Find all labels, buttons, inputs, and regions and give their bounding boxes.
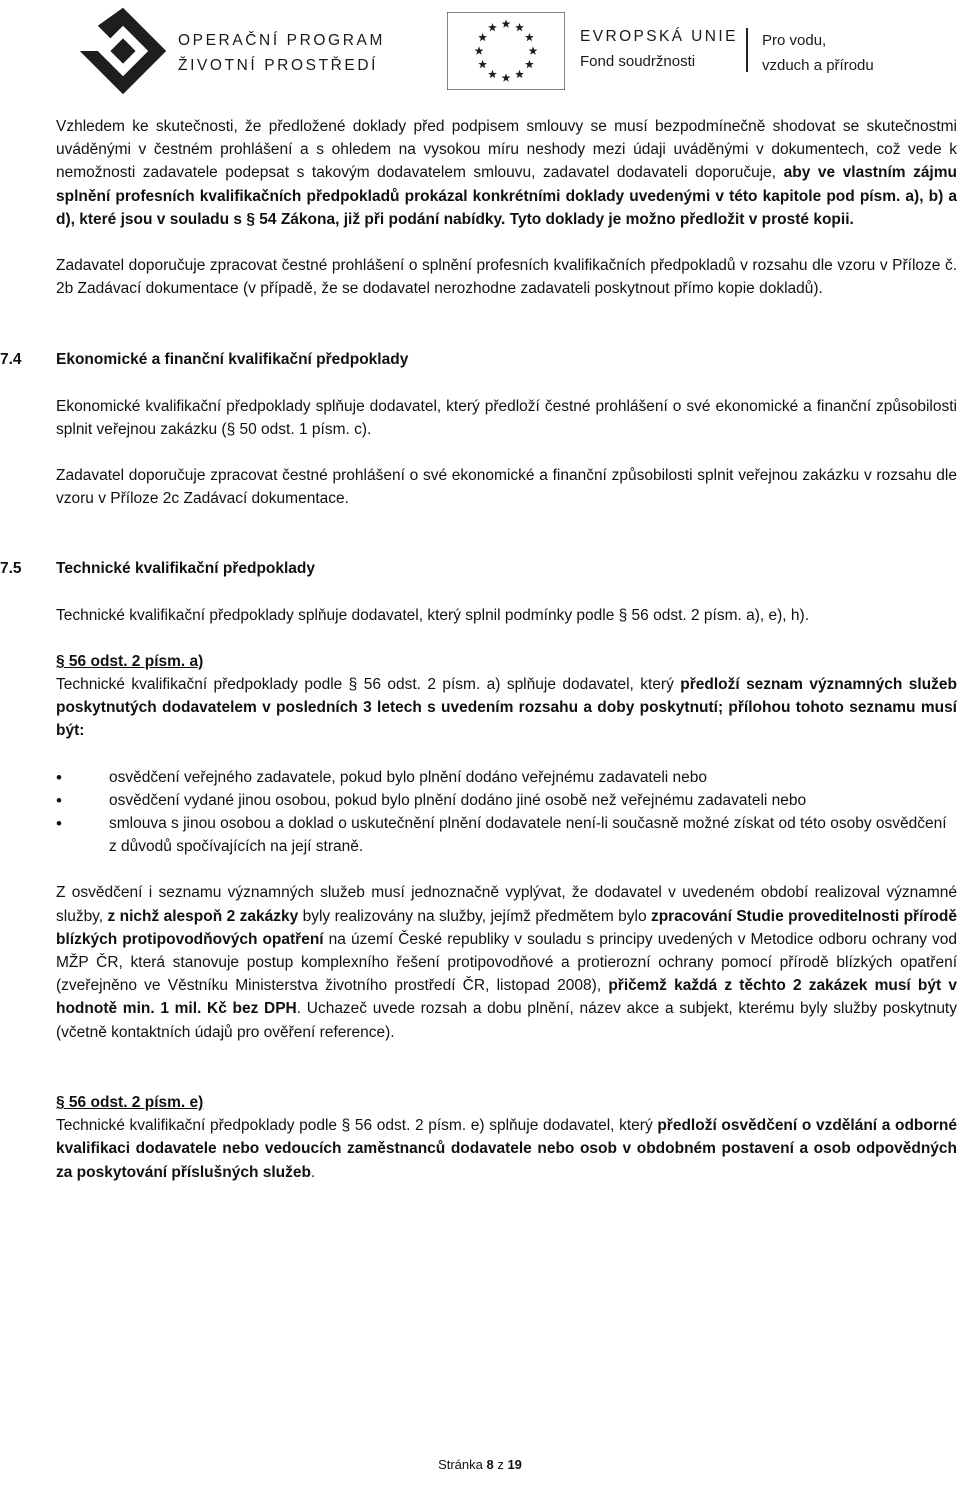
paragraph-economic-requirements: Ekonomické kvalifikační předpoklady splňuje dodavatel, který předloží čestné prohlášení o své ekonomické a finanční způsobilosti splnit veřejnou zakázku (§ 50 odst. 1 písm. c). xyxy=(56,397,957,438)
header-divider xyxy=(746,28,748,72)
text-run: byly realizovány na služby, jejímž předmětem bylo xyxy=(298,907,651,925)
bold-text-run: z nichž alespoň 2 zakázky xyxy=(107,907,299,925)
text-run: . xyxy=(310,1163,316,1181)
paragraph-services-list xyxy=(56,673,957,743)
text-run: Technické kvalifikační předpoklady podle § 56 odst. 2 písm. a) splňuje dodavatel, který xyxy=(56,676,681,694)
paragraph-recommendation xyxy=(56,115,957,231)
header-slogan xyxy=(762,28,874,78)
bold-text-run: zpracování Studie proveditelnosti přírodě blízkých protipovodňových opatření xyxy=(56,907,957,948)
bold-text-run: předloží seznam významných služeb poskytnutých dodavatelem v posledních 3 letech s uvedením rozsahu a doby poskytnutí; přílohou tohoto seznamu musí být: xyxy=(56,676,957,740)
op-title-line1: OPERAČNÍ PROGRAM xyxy=(178,32,385,49)
section-heading-7-4 xyxy=(0,348,957,371)
list-item: • osvědčení veřejného zadavatele, pokud bylo plnění dodáno veřejnému zadavateli nebo xyxy=(56,766,957,789)
op-zp-logo-icon xyxy=(78,6,168,96)
paragraph-technical-requirements: Technické kvalifikační předpoklady splňuje dodavatel, který splnil podmínky podle § 56 odst. 2 písm. a), e), h). xyxy=(56,606,810,624)
paragraph-economic-declaration: Zadavatel doporučuje zpracovat čestné prohlášení o své ekonomické a finanční způsobilosti splnit veřejnou zakázku v rozsahu dle vzoru v Příloze 2c Zadávací dokumentace. xyxy=(56,467,957,508)
list-item: • osvědčení vydané jinou osobou, pokud bylo plnění dodáno jiné osobě než veřejnému zadavateli nebo xyxy=(56,789,957,812)
section-number-7-4: 7.4 xyxy=(0,351,22,369)
subsection-56-a: § 56 odst. 2 písm. a) xyxy=(56,652,204,670)
section-title-7-5: Technické kvalifikační předpoklady xyxy=(56,560,316,578)
list-item: • smlouva s jinou osobou a doklad o uskutečnění plnění dodavatele není-li současně možné získat od této osoby osvědčení z důvodů spočívajících na její straně. xyxy=(56,812,957,858)
section-number-7-5: 7.5 xyxy=(0,560,22,578)
paragraph-references xyxy=(56,881,957,1043)
total-pages-number: 19 xyxy=(507,1457,522,1472)
paragraph-declaration-recommendation: Zadavatel doporučuje zpracovat čestné prohlášení o splnění profesních kvalifikačních předpokladů v rozsahu dle vzoru v Příloze č. 2b Zadávací dokumentace (v případě, že se dodavatel nerozhodne zadavateli poskytnout přímo kopie dokladů). xyxy=(56,257,957,298)
page-label: Stránka xyxy=(438,1457,487,1472)
text-run: na území České republiky v souladu s principy uvedených v Metodice odboru ochrany vod MŽP ČR, která stanovuje postup komplexního řešení protipovodňové a protierozní ochrany pomocí přírodě blízkých opatření (zveřejněno ve Věstníku Ministerstva životního prostředí ČR, listopad 2008), xyxy=(56,930,957,995)
text-run: . Uchazeč uvede rozsah a dobu plnění, název akce a subjekt, kterému byly služby poskytnuty (včetně kontaktních údajů pro ověření reference). xyxy=(56,1000,957,1041)
page-footer xyxy=(0,1457,960,1472)
text-run: Vzhledem ke skutečnosti, že předložené doklady před podpisem smlouvy se musí bezpodmínečně shodovat se skutečnostmi uváděnými v čestném prohlášení a s ohledem na vysokou míru neshody mezi údaji uváděnými v dokumentech, což vede k nemožnosti zadavatele podepsat s takovým dodavatelem smlouvu, zadavatel dodavateli doporučuje, xyxy=(56,118,957,182)
document-body xyxy=(0,115,957,1184)
text-run: Technické kvalifikační předpoklady podle § 56 odst. 2 písm. e) splňuje dodavatel, který xyxy=(56,1117,658,1135)
cohesion-fund-label: Fond soudržnosti xyxy=(580,53,696,70)
page-separator: z xyxy=(493,1457,508,1472)
eu-name: EVROPSKÁ UNIE xyxy=(580,28,738,45)
bold-text-run: předloží osvědčení o vzdělání a odborné kvalifikaci dodavatele nebo vedoucích zaměstnanců dodavatele nebo osob v obdobném postavení a osob odpovědných za poskytování příslušných služeb xyxy=(56,1117,957,1181)
operational-programme-title xyxy=(178,28,385,78)
section-title-7-4: Ekonomické a finanční kvalifikační předpoklady xyxy=(56,351,409,369)
bold-text-run: aby ve vlastním zájmu splnění profesních kvalifikačních předpokladů prokázal konkrétními doklady uvedenými v této kapitole pod písm. a), b) a d), které jsou v souladu s § 54 Zákona, již při podání nabídky. Tyto doklady je možno předložit v prosté kopii. xyxy=(56,164,957,228)
eu-flag-icon xyxy=(447,12,565,90)
op-title-line2: ŽIVOTNÍ PROSTŘEDÍ xyxy=(178,57,379,74)
page-header xyxy=(0,0,960,100)
current-page-number: 8 xyxy=(486,1457,494,1472)
paragraph-qualification xyxy=(56,1114,957,1184)
slogan-line2: vzduch a přírodu xyxy=(762,57,874,74)
text-run: Z osvědčení i seznamu významných služeb musí jednoznačně vyplývat, že dodavatel v uvedeném období realizoval významné služby, xyxy=(56,884,957,925)
slogan-line1: Pro vodu, xyxy=(762,32,827,49)
bold-text-run: přičemž každá z těchto 2 zakázek musí být v hodnotě min. 1 mil. Kč bez DPH xyxy=(56,977,957,1018)
attachment-bullet-list xyxy=(56,766,957,859)
subsection-56-e: § 56 odst. 2 písm. e) xyxy=(56,1093,204,1111)
section-heading-7-5 xyxy=(0,557,957,580)
